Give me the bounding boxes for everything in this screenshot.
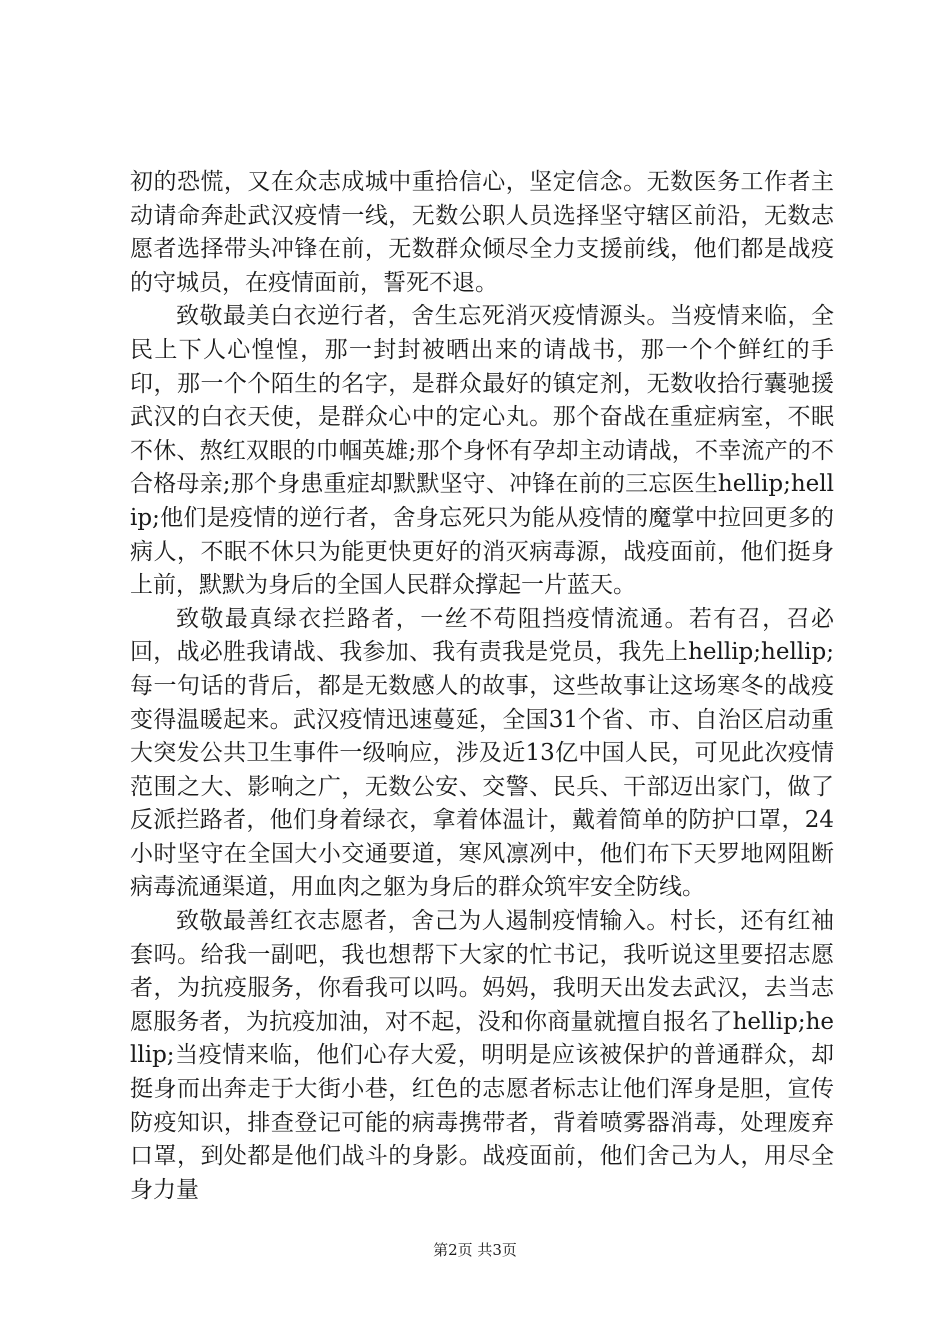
paragraph-4: 致敬最善红衣志愿者，舍己为人遏制疫情输入。村长，还有红袖套吗。给我一副吧，我也想帮下大家的忙书记，我听说这里要招志愿者，为抗疫服务，你看我可以吗。妈妈，我明天出发去武汉，去当志愿服务者，为抗疫加油，对不起，没和你商量就擅自报名了hellip;hellip;当疫情来临，他们心存大爱，明明是应该被保护的普通群众，却挺身而出奔走于大街小巷，红色的志愿者标志让他们浑身是胆，宣传防疫知识，排查登记可能的病毒携带者，背着喷雾器消毒，处理废弃口罩，到处都是他们战斗的身影。战疫面前，他们舍己为人，用尽全身力量 [130, 908, 834, 1203]
body-text [130, 166, 834, 1207]
paragraph-3: 致敬最真绿衣拦路者，一丝不苟阻挡疫情流通。若有召，召必回，战必胜我请战、我参加、我有责我是党员，我先上hellip;hellip;每一句话的背后，都是无数感人的故事，这些故事让这场寒冬的战疫变得温暖起来。武汉疫情迅速蔓延，全国31个省、市、自治区启动重大突发公共卫生事件一级响应，涉及近13亿中国人民，可见此次疫情范围之大、影响之广，无数公安、交警、民兵、干部迈出家门，做了反派拦路者，他们身着绿衣，拿着体温计，戴着简单的防护口罩，24小时坚守在全国大小交通要道，寒风凛冽中，他们布下天罗地网阻断病毒流通渠道，用血肉之躯为身后的群众筑牢安全防线。 [130, 605, 834, 901]
paragraph-1: 初的恐慌，又在众志成城中重拾信心，坚定信念。无数医务工作者主动请命奔赴武汉疫情一线，无数公职人员选择坚守辖区前沿，无数志愿者选择带头冲锋在前，无数群众倾尽全力支援前线，他们都是战疫的守城员，在疫情面前，誓死不退。 [130, 169, 834, 296]
page-footer: 第2页 共3页 [433, 1241, 517, 1259]
paragraph-2: 致敬最美白衣逆行者，舍生忘死消灭疫情源头。当疫情来临，全民上下人心惶惶，那一封封被晒出来的请战书，那一个个鲜红的手印，那一个个陌生的名字，是群众最好的镇定剂，无数收拾行囊驰援武汉的白衣天使，是群众心中的定心丸。那个奋战在重症病室，不眠不休、熬红双眼的巾帼英雄;那个身怀有孕却主动请战，不幸流产的不合格母亲;那个身患重症却默默坚守、冲锋在前的三忘医生hellip;hellip;他们是疫情的逆行者，舍身忘死只为能从疫情的魔掌中拉回更多的病人，不眠不休只为能更快更好的消灭病毒源，战疫面前，他们挺身上前，默默为身后的全国人民群众撑起一片蓝天。 [130, 303, 834, 599]
